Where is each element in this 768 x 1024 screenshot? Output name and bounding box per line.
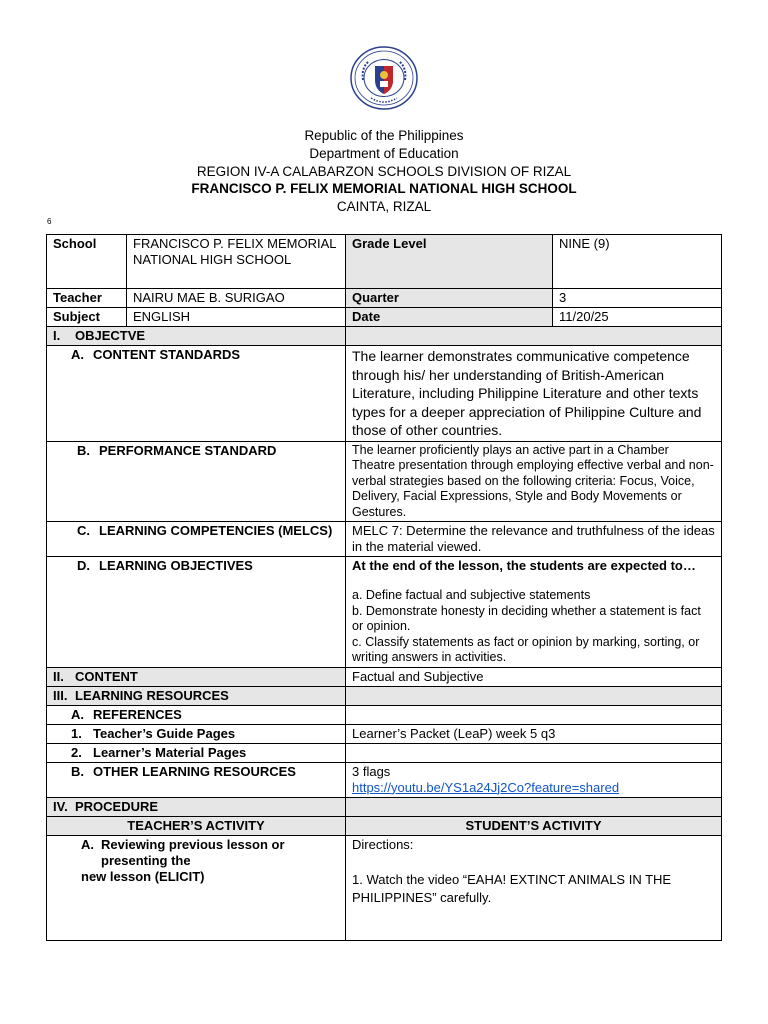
directions-label: Directions: bbox=[352, 836, 414, 852]
section-resources-row bbox=[47, 686, 722, 705]
grade-level-label: Grade Level bbox=[346, 235, 553, 289]
teacher-label: Teacher bbox=[47, 289, 127, 308]
section-procedure-row bbox=[47, 797, 722, 816]
objective-c: c. Classify statements as fact or opinion by marking, sorting, or writing answers in activities. bbox=[352, 634, 700, 664]
quarter-label: Quarter bbox=[346, 289, 553, 308]
deped-seal bbox=[349, 46, 419, 110]
deped-seal-graphic bbox=[349, 46, 419, 110]
activity-header-row bbox=[47, 816, 722, 835]
other-resources-label: B. OTHER LEARNING RESOURCES bbox=[47, 762, 346, 797]
learning-objectives-value bbox=[346, 557, 722, 668]
content-standards-value: The learner demonstrates communicative competence through his/ her understanding of British-American Literature, including Philippine Literature and other texts types for a deeper appreciation of Philippine Culture and those of other countries. bbox=[346, 346, 722, 442]
teachers-guide-label: 1. Teacher’s Guide Pages bbox=[47, 724, 346, 743]
learning-competencies-row bbox=[47, 522, 722, 557]
learners-material-row bbox=[47, 743, 722, 762]
elicit-activity bbox=[346, 835, 722, 940]
objective-b: b. Demonstrate honesty in deciding whether a statement is fact or opinion. bbox=[352, 603, 701, 633]
elicit-label: A. Reviewing previous lesson or presenting the new lesson (ELICIT) bbox=[47, 835, 346, 940]
grade-level-value: NINE (9) bbox=[553, 235, 722, 289]
header-republic: Republic of the Philippines bbox=[304, 128, 464, 143]
objectives-intro: At the end of the lesson, the students are expected to… bbox=[352, 558, 696, 573]
section-content-row bbox=[47, 667, 722, 686]
youtube-link[interactable]: https://youtu.be/YS1a24Jj2Co?feature=shared bbox=[352, 779, 620, 795]
learning-competencies-label: C. LEARNING COMPETENCIES (MELCS) bbox=[47, 522, 346, 557]
learners-material-value bbox=[346, 743, 722, 762]
subject-value: ENGLISH bbox=[127, 308, 346, 327]
step-1-text: 1. Watch the video “EAHA! EXTINCT ANIMALS IN THE PHILIPPINES” carefully. bbox=[352, 871, 672, 905]
teachers-guide-value: Learner’s Packet (LeaP) week 5 q3 bbox=[346, 724, 722, 743]
content-standards-row bbox=[47, 346, 722, 442]
section-procedure-heading: IV. PROCEDURE bbox=[47, 797, 346, 816]
date-label: Date bbox=[346, 308, 553, 327]
objective-a: a. Define factual and subjective statements bbox=[352, 588, 591, 602]
header-school: FRANCISCO P. FELIX MEMORIAL NATIONAL HIGH SCHOOL bbox=[191, 181, 577, 196]
learning-competencies-value: MELC 7: Determine the relevance and truthfulness of the ideas in the material viewed. bbox=[346, 522, 722, 557]
quarter-value: 3 bbox=[553, 289, 722, 308]
other-resources-row bbox=[47, 762, 722, 797]
elicit-row bbox=[47, 835, 722, 940]
content-value: Factual and Subjective bbox=[346, 667, 722, 686]
teachers-guide-row bbox=[47, 724, 722, 743]
performance-standard-value: The learner proficiently plays an active part in a Chamber Theatre presentation through employing effective verbal and non-verbal strategies based on the following criteria: Focus, Voice, Delivery, Facial Expressions, Style and Body Movements or Gestures. bbox=[346, 441, 722, 522]
date-value: 11/20/25 bbox=[553, 308, 722, 327]
other-resources-value bbox=[346, 762, 722, 797]
lesson-plan-table bbox=[46, 234, 722, 941]
flags-text: 3 flags bbox=[352, 763, 391, 779]
performance-standard-row bbox=[47, 441, 722, 522]
teacher-activity-header: TEACHER’S ACTIVITY bbox=[47, 816, 346, 835]
table-row bbox=[47, 308, 722, 327]
header-region: REGION IV-A CALABARZON SCHOOLS DIVISION OF RIZAL bbox=[196, 164, 572, 179]
content-standards-label: A. CONTENT STANDARDS bbox=[47, 346, 346, 442]
references-label: A. REFERENCES bbox=[47, 705, 346, 724]
section-objective-row bbox=[47, 327, 722, 346]
school-value: FRANCISCO P. FELIX MEMORIAL NATIONAL HIGH SCHOOL bbox=[127, 235, 346, 289]
table-row bbox=[47, 289, 722, 308]
section-resources-heading: III. LEARNING RESOURCES bbox=[47, 686, 346, 705]
section-objective-heading: I. OBJECTVE bbox=[47, 327, 346, 346]
header-location: CAINTA, RIZAL bbox=[336, 199, 432, 214]
school-label: School bbox=[47, 235, 127, 289]
learners-material-label: 2. Learner’s Material Pages bbox=[47, 743, 346, 762]
references-row bbox=[47, 705, 722, 724]
learning-objectives-label: D. LEARNING OBJECTIVES bbox=[47, 557, 346, 668]
header-department: Department of Education bbox=[309, 146, 459, 161]
table-row bbox=[47, 235, 722, 289]
section-content-heading: II. CONTENT bbox=[47, 667, 346, 686]
performance-standard-label: B. PERFORMANCE STANDARD bbox=[47, 441, 346, 522]
subject-label: Subject bbox=[47, 308, 127, 327]
student-activity-header: STUDENT’S ACTIVITY bbox=[346, 816, 722, 835]
learning-objectives-row bbox=[47, 557, 722, 668]
page-number: 6 bbox=[47, 217, 52, 226]
teacher-value: NAIRU MAE B. SURIGAO bbox=[127, 289, 346, 308]
